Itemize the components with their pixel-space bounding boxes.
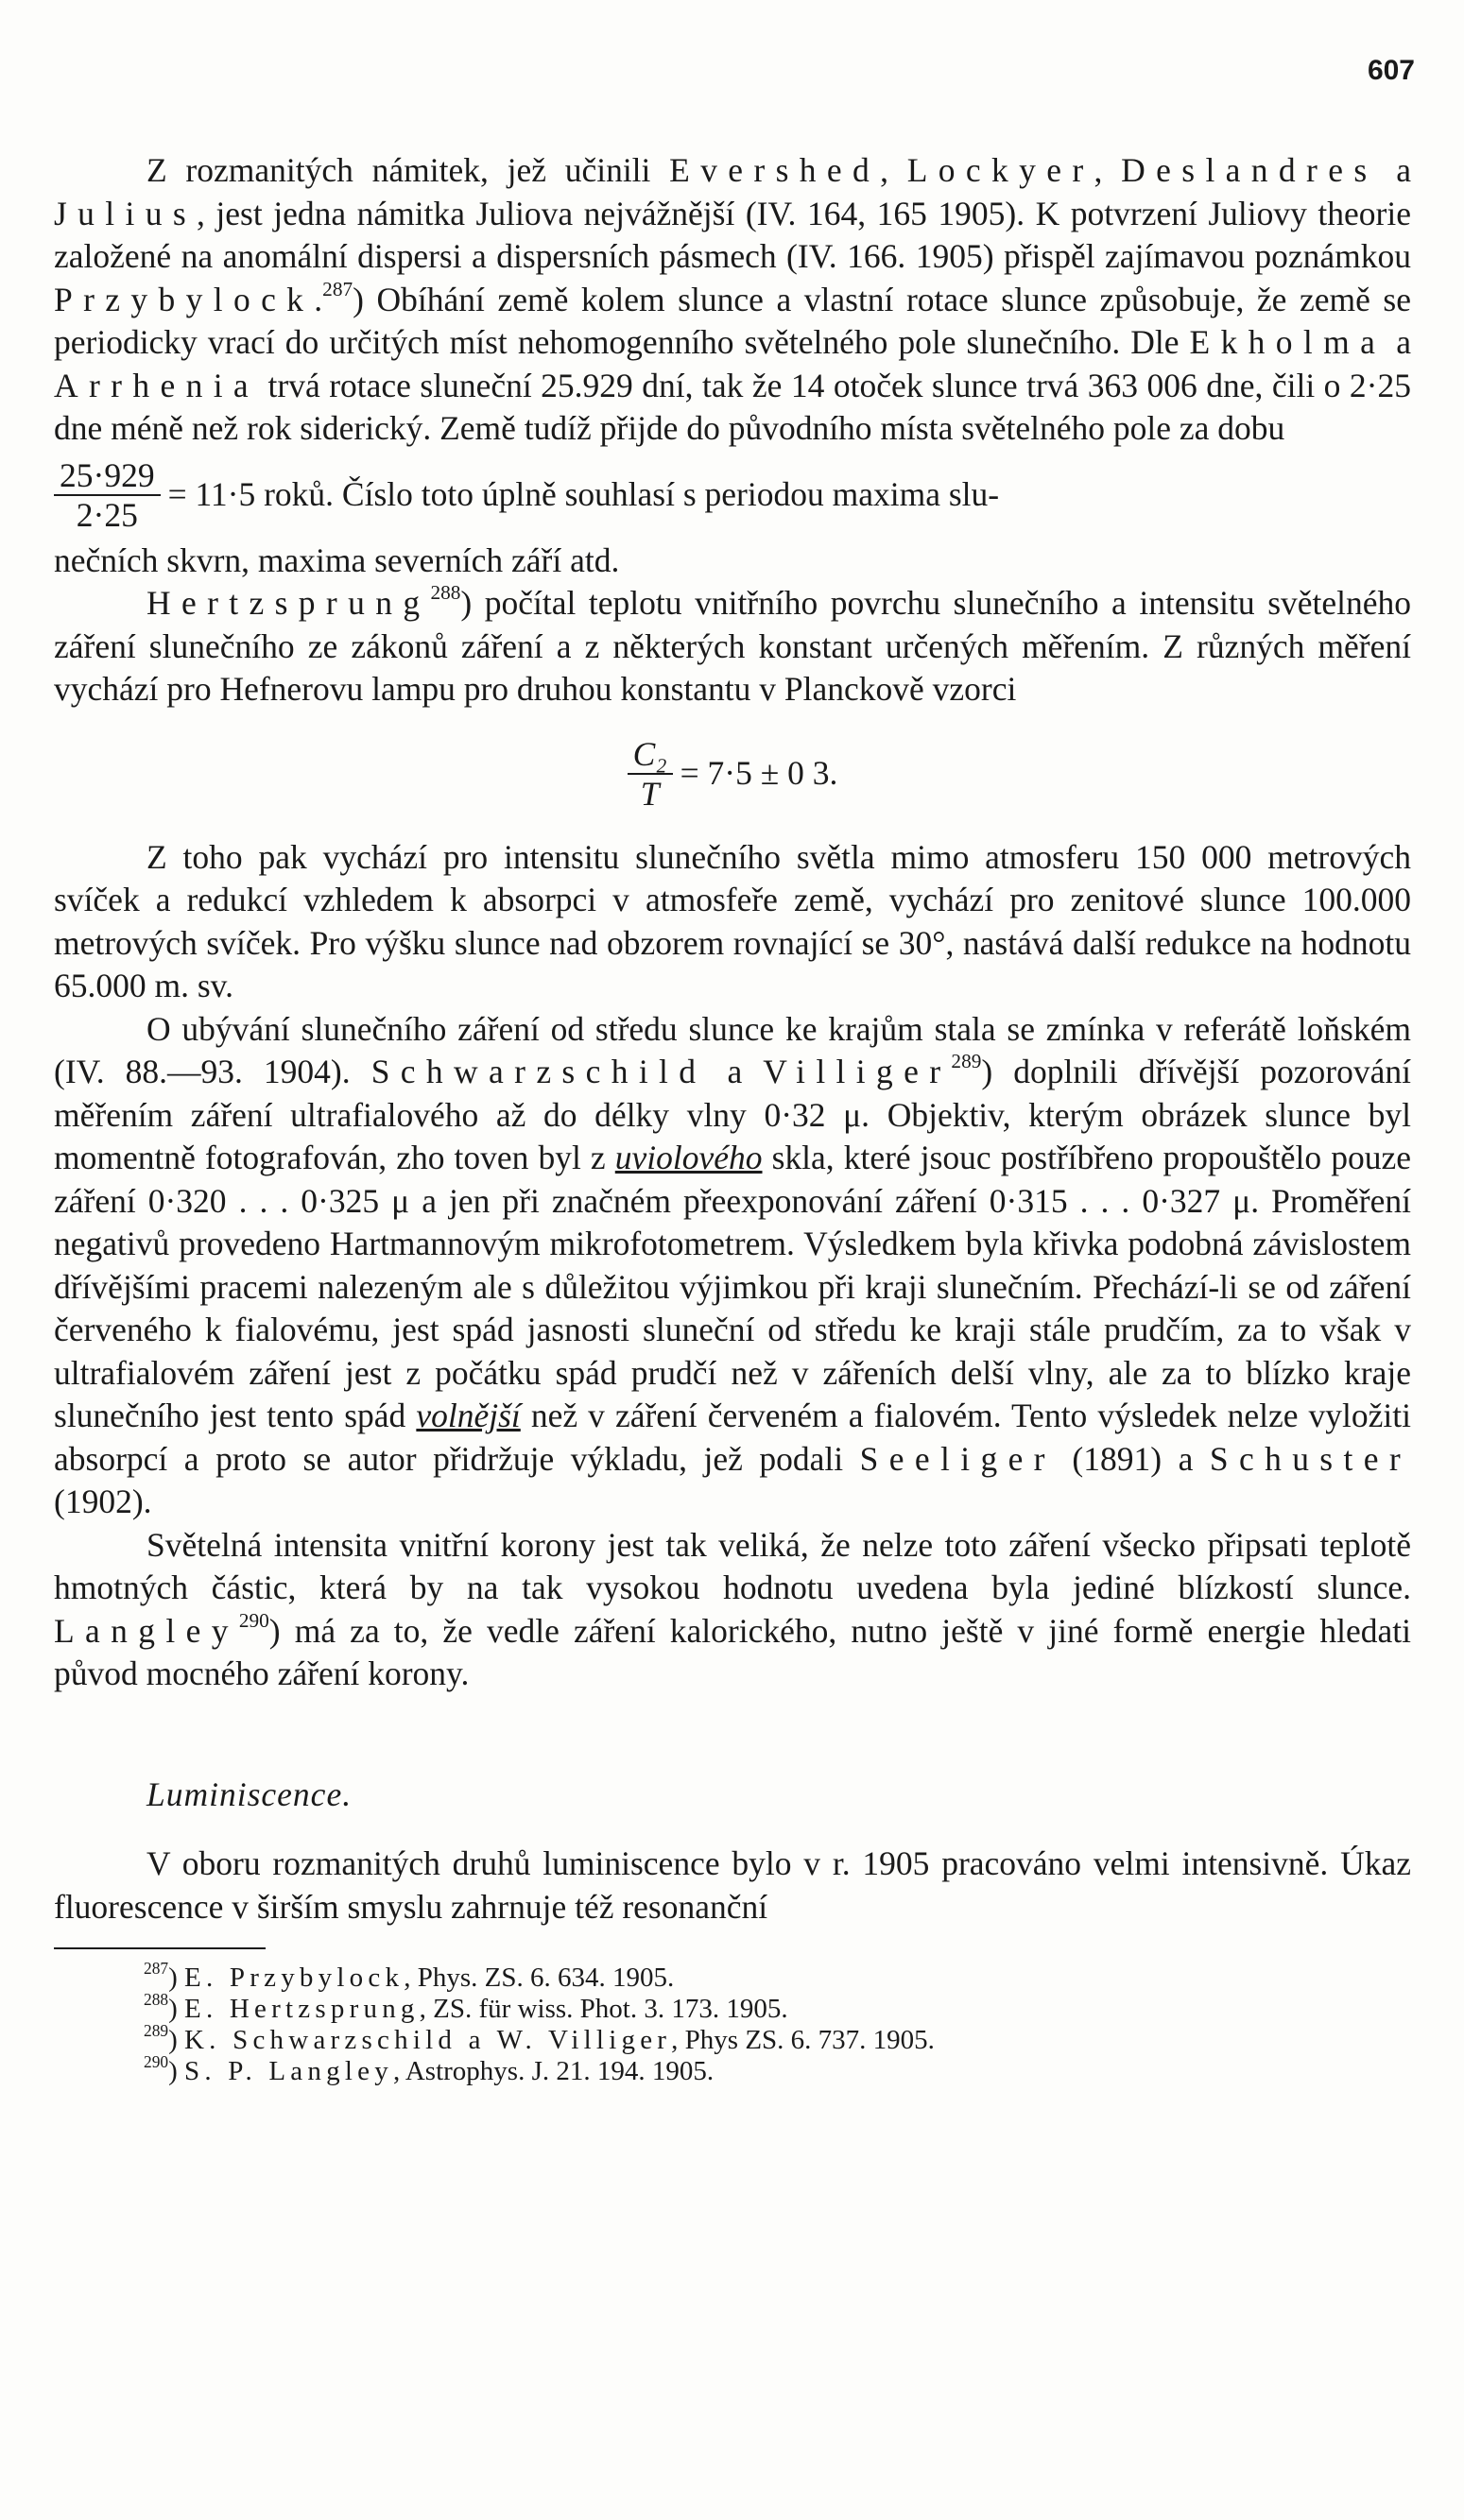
text-run: Z rozmanitých námitek, jež učinili bbox=[146, 151, 670, 189]
fraction-numerator: 25·929 bbox=[54, 456, 161, 496]
text-run: Světelná intensita vnitřní korony jest tak veliká, že nelze toto záření všecko připsati teplotě hmotných částic, která by na tak vysokou hodnotu uvedena byla jediné blízkostí slunce. bbox=[54, 1525, 1411, 1606]
author-name: Langley bbox=[54, 1611, 239, 1650]
footnote-number: 287 bbox=[144, 1958, 169, 1978]
paragraph: V oboru rozmanitých druhů luminiscence bylo v r. 1905 pracováno velmi intensivně. Úkaz fluorescence v širším smyslu zahrnuje též resonanční bbox=[54, 1844, 1411, 1926]
text-run: a bbox=[706, 1053, 764, 1090]
fraction bbox=[628, 735, 673, 813]
footnote-author: E. Przybylock bbox=[184, 1963, 405, 1993]
text-run: trvá rotace sluneční 25.929 dní, tak že 14 otoček slunce trvá 363 006 dne, čili o 2·25 dne méně než rok siderický. Země tudíž přijde do původního místa světelného pole za dobu bbox=[54, 366, 1411, 447]
text-run: (1902). bbox=[54, 1483, 152, 1520]
paragraph: Z toho pak vychází pro intensitu slunečního světla mimo atmosferu 150 000 metrových svíček a redukcí vzhledem k absorpci v atmosfeře země, vychází pro zenitové slunce 100.000 metrových svíček. Pro výšku slunce nad obzorem rovnající se 30°, nastává další redukce na hodnotu 65.000 m. sv. bbox=[54, 837, 1411, 1004]
footnote-reference: , Astrophys. J. 21. 194. 1905. bbox=[392, 2056, 715, 2086]
page-number: 607 bbox=[1367, 55, 1415, 86]
author-name: Schuster bbox=[1209, 1439, 1411, 1478]
fraction bbox=[54, 456, 161, 534]
footnote-number: 288 bbox=[144, 1989, 169, 2009]
equation bbox=[54, 717, 1411, 831]
fraction-line bbox=[54, 451, 1411, 540]
text-run: = 11·5 roků. Číslo toto úplně souhlasí s periodou maxima slu- bbox=[167, 474, 1000, 513]
paragraph-continuation: nečních skvrn, maxima severních září atd. bbox=[54, 540, 620, 579]
author-name: Ekholma bbox=[1189, 323, 1386, 361]
author-name: Przybylock bbox=[54, 280, 315, 318]
footnote-number: 289 bbox=[144, 2020, 169, 2040]
footnote-reference: , Phys ZS. 6. 737. 1905. bbox=[671, 2025, 935, 2055]
footnote: $^{289}$) K. Schwarzschild a W. Villiger, Phys ZS. 6. 737. 1905. bbox=[144, 2020, 935, 2055]
fraction-denominator: 2·25 bbox=[76, 495, 138, 534]
author-name: Arrhenia bbox=[54, 366, 260, 404]
emphasis: uviolového bbox=[614, 1139, 763, 1176]
footnotes bbox=[54, 1958, 1411, 2087]
main-text bbox=[54, 149, 1411, 2087]
fraction-numerator: C₂ bbox=[628, 735, 673, 775]
text-run: ) doplnili dřívější pozorování měřením záření ultrafialového až do délky vlny 0·32 μ. Objektiv, kterým obrázek slunce byl momentně fotografován, zho toven byl z bbox=[54, 1053, 1411, 1176]
footnote: $^{287}$) E. Przybylock, Phys. ZS. 6. 634. 1905. bbox=[144, 1958, 675, 1993]
text-run: skla, které jsouc postříbřeno propouštělo pouze záření 0·320 . . . 0·325 μ a jen při značném přeexponování záření 0·315 . . . 0·327 μ. Proměření negativů provedeno Hartmannovým mikrofotometrem. Výsledkem byla křivka podobná závislostem dřívějšími pracemi nalezeným ale s důležitou výjimkou při kraji slunečním. Přechází-li se od záření červeného k fialovému, jest spád jasnosti sluneční od středu ke kraji stále prudčím, za to však v ultrafialovém záření jest z počátku spád prudčí než v zářeních delší vlny, ale za to blízko kraje slunečního jest tento spád bbox=[54, 1139, 1411, 1434]
author-name: Julius bbox=[54, 194, 198, 232]
text-run: (1891) a bbox=[1055, 1439, 1210, 1478]
footnote-divider bbox=[54, 1947, 266, 1949]
author-name: Deslandres bbox=[1121, 151, 1378, 189]
footnote-author: S. P. Langley bbox=[184, 2056, 393, 2086]
footnote-number: 290 bbox=[144, 2051, 169, 2071]
text-run: O ubývání slunečního záření od středu slunce ke krajům stala se zmínka v referátě loňském (IV. 88.—93. 1904). bbox=[54, 1009, 1411, 1090]
paragraph bbox=[54, 1008, 1411, 1524]
text-run: a bbox=[1377, 151, 1412, 189]
footnote-ref[interactable]: 287 bbox=[322, 277, 353, 300]
author-name: Lockyer bbox=[906, 151, 1094, 189]
text-run: a bbox=[1386, 323, 1411, 361]
fraction-denominator: T bbox=[640, 774, 660, 813]
footnote-ref[interactable]: 289 bbox=[951, 1050, 982, 1073]
emphasis: volnější bbox=[416, 1397, 521, 1434]
footnote-reference: , ZS. für wiss. Phot. 3. 173. 1905. bbox=[419, 1994, 788, 2024]
section-title: Luminiscence. bbox=[146, 1774, 353, 1813]
paragraph bbox=[54, 582, 1411, 711]
equation-rhs: = 7·5 ± 0 3. bbox=[680, 753, 838, 792]
footnote-author: E. Hertzsprung bbox=[184, 1994, 420, 2024]
text-run: , bbox=[880, 151, 907, 189]
author-name: Hertzsprung bbox=[146, 584, 431, 622]
text-run: , jest jedna námitka Juliova nejvážnější (IV. 164, 165 1905). K potvrzení Juliovy theorie založené na anomální dispersi a dispersních pásmech (IV. 166. 1905) přispěl zajímavou poznámkou bbox=[54, 194, 1411, 275]
author-name: Evershed bbox=[669, 151, 881, 189]
text-run: ) počítal teplotu vnitřního povrchu slunečního a intensitu světelného záření slunečního ze zákonů záření a z některých konstant určených měřením. Z různých měření vychází pro Hefnerovu lampu pro druhou konstantu v Planckově vzorci bbox=[54, 584, 1411, 708]
footnote: $^{290}$) S. P. Langley, Astrophys. J. 21. 194. 1905. bbox=[144, 2051, 715, 2086]
author-name: Villiger bbox=[763, 1053, 952, 1090]
footnote: $^{288}$) E. Hertzsprung, ZS. für wiss. Phot. 3. 173. 1905. bbox=[144, 1989, 788, 2024]
footnote-ref[interactable]: 290 bbox=[238, 1608, 269, 1632]
author-name: Schwarzschild bbox=[370, 1053, 707, 1090]
text-run: než v záření červeném a fialovém. Tento výsledek nelze vyložiti absorpcí a proto se autor přidržuje výkladu, jež podali bbox=[54, 1397, 1411, 1478]
footnote-ref[interactable]: 288 bbox=[430, 581, 461, 605]
footnote-reference: , Phys. ZS. 6. 634. 1905. bbox=[404, 1963, 675, 1993]
author-name: Seeliger bbox=[859, 1439, 1056, 1478]
text-run: ) Obíhání země kolem slunce a vlastní rotace slunce způsobuje, že země se periodicky vrací do určitých míst nehomogenního světelného pole slunečního. Dle bbox=[54, 280, 1411, 361]
footnote-author: K. Schwarzschild a W. Villiger bbox=[184, 2025, 672, 2055]
paragraph: Z rozmanitých námitek, jež učinili Evershed, Lockyer, Deslandres a Julius, jest jedna námitka Juliova nejvážnější (IV. 164, 165 1905). K potvrzení Juliovy theorie založené na anomální dispersi a dispersních pásmech (IV. 166. 1905) přispěl zajímavou poznámkou Przybylock.$^{287}$) Obíhání země kolem slunce a vlastní rotace slunce způsobuje, že země se periodicky vrací do určitých míst nehomogenního světelného pole slunečního. Dle Ekholma a Arrhenia trvá rotace sluneční 25.929 dní, tak že 14 otoček slunce trvá 363 006 dne, čili o 2·25 dne méně než rok siderický. Země tudíž přijde do původního místa světelného pole za dobu bbox=[54, 151, 1412, 447]
paragraph bbox=[54, 1524, 1411, 1696]
text-run: ) má za to, že vedle záření kalorického, nutno ještě v jiné formě energie hledati původ mocného záření korony. bbox=[54, 1611, 1411, 1692]
text-run: , bbox=[1094, 151, 1122, 189]
